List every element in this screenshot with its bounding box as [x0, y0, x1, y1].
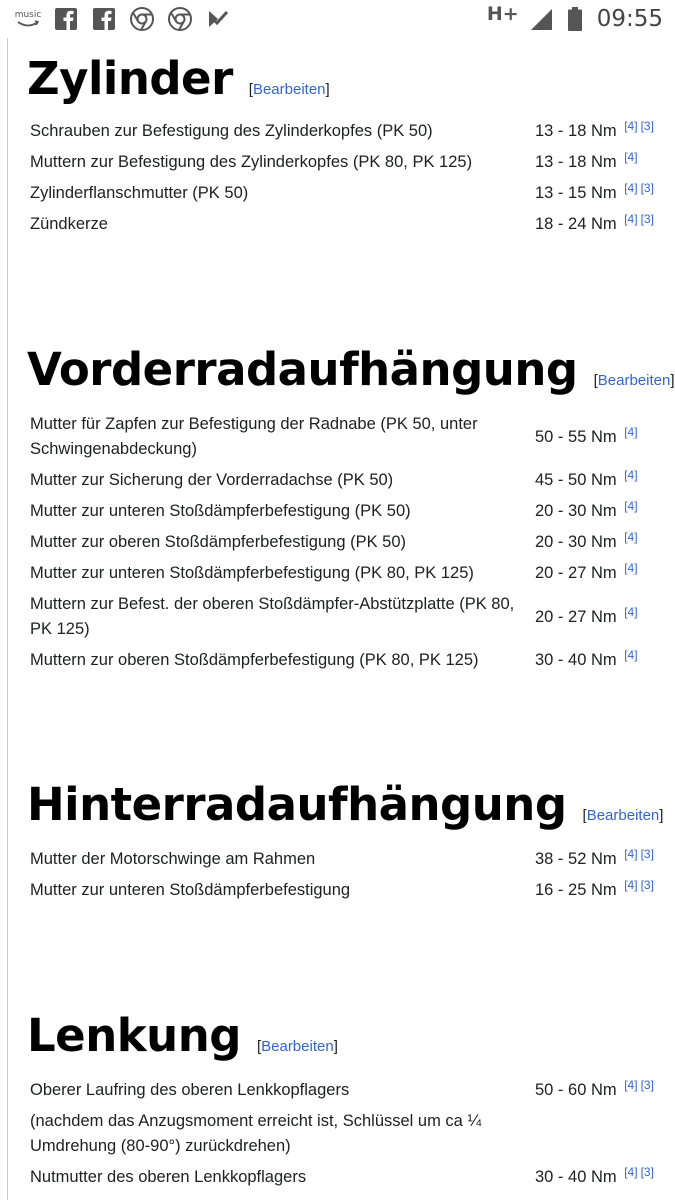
citation-link[interactable]: [3]	[640, 181, 654, 195]
edit-link[interactable]: Bearbeiten	[597, 372, 671, 389]
section-heading-vorderradaufhaengung	[27, 343, 675, 396]
row-label: Muttern zur oberen Stoßdämpferbefestigung (PK 80, PK 125)	[30, 651, 479, 669]
citation-link[interactable]: [4]	[624, 499, 638, 513]
edit-link-wrapper: [Bearbeiten]	[248, 81, 330, 98]
table-row	[24, 496, 664, 527]
section-title: Zylinder	[27, 52, 233, 105]
row-label: Nutmutter des oberen Lenkkopflagers	[30, 1168, 307, 1186]
status-bar	[0, 0, 675, 38]
row-value: 45 - 50 Nm [4]	[535, 468, 638, 489]
table-row	[24, 147, 664, 178]
content-border	[7, 38, 8, 1200]
play-store-check-icon	[206, 7, 230, 31]
table-row	[24, 209, 664, 240]
row-label: (nachdem das Anzugsmoment erreicht ist, Schlüssel um ca ¼ Umdrehung (80-90°) zurückdrehen)	[30, 1112, 482, 1155]
section-title: Lenkung	[27, 1009, 241, 1062]
row-label: Mutter der Motorschwinge am Rahmen	[30, 850, 316, 868]
citation-link[interactable]: [4]	[624, 119, 638, 133]
edit-link-wrapper: [Bearbeiten]	[256, 1038, 338, 1055]
table-row	[24, 844, 664, 875]
row-value: 13 - 18 Nm [4]	[535, 150, 638, 171]
edit-link-wrapper: [Bearbeiten]	[593, 372, 675, 389]
citation-link[interactable]: [3]	[640, 119, 654, 133]
section-heading-lenkung	[27, 1009, 338, 1062]
citation-link[interactable]: [4]	[624, 468, 638, 482]
table-row	[24, 1075, 664, 1106]
amazon-music-icon: music	[16, 7, 40, 31]
clock: 09:55	[596, 6, 663, 32]
row-label: Mutter zur oberen Stoßdämpferbefestigung (PK 50)	[30, 533, 407, 551]
section-title: Hinterradaufhängung	[27, 778, 567, 831]
table-row	[24, 465, 664, 496]
citation-link[interactable]: [4]	[624, 1165, 638, 1179]
row-label: Muttern zur Befestigung des Zylinderkopfes (PK 80, PK 125)	[30, 153, 473, 171]
citation-link[interactable]: [4]	[624, 561, 638, 575]
row-label: Schrauben zur Befestigung des Zylinderkopfes (PK 50)	[30, 122, 433, 140]
row-label: Muttern zur Befest. der oberen Stoßdämpfer-Abstützplatte (PK 80, PK 125)	[30, 595, 515, 638]
citation-link[interactable]: [3]	[640, 1165, 654, 1179]
row-value: 50 - 55 Nm [4]	[535, 424, 638, 446]
row-label: Mutter zur unteren Stoßdämpferbefestigung (PK 50)	[30, 502, 411, 520]
row-value: 20 - 27 Nm [4]	[535, 561, 638, 582]
chrome-icon	[168, 7, 192, 31]
chrome-icon	[130, 7, 154, 31]
row-label: Mutter zur unteren Stoßdämpferbefestigung (PK 80, PK 125)	[30, 564, 474, 582]
row-value: 13 - 18 Nm [4] [3]	[535, 119, 654, 140]
citation-link[interactable]: [4]	[624, 1078, 638, 1092]
row-value: 16 - 25 Nm [4] [3]	[535, 878, 654, 899]
row-value: 30 - 40 Nm [4] [3]	[535, 1165, 654, 1186]
row-label: Zündkerze	[30, 215, 108, 233]
citation-link[interactable]: [4]	[624, 530, 638, 544]
section-title: Vorderradaufhängung	[27, 343, 578, 396]
table-row	[24, 558, 664, 589]
row-value: 38 - 52 Nm [4] [3]	[535, 847, 654, 868]
row-value: 30 - 40 Nm [4]	[535, 648, 638, 669]
row-value	[529, 1106, 664, 1162]
torque-table-hinterradaufhaengung	[24, 844, 664, 906]
row-label: Mutter zur Sicherung der Vorderradachse (PK 50)	[30, 471, 394, 489]
table-row	[24, 1106, 664, 1162]
table-row	[24, 409, 664, 465]
facebook-icon	[54, 7, 78, 31]
table-row	[24, 178, 664, 209]
citation-link[interactable]: [4]	[624, 150, 638, 164]
torque-table-zylinder	[24, 116, 664, 240]
citation-link[interactable]: [3]	[640, 1078, 654, 1092]
edit-link[interactable]: Bearbeiten	[252, 81, 326, 98]
torque-table-vorderradaufhaengung	[24, 409, 664, 676]
battery-icon	[563, 7, 587, 31]
table-row	[24, 645, 664, 676]
citation-link[interactable]: [4]	[624, 878, 638, 892]
citation-link[interactable]: [4]	[624, 181, 638, 195]
row-value: 20 - 30 Nm [4]	[535, 530, 638, 551]
citation-link[interactable]: [3]	[640, 212, 654, 226]
torque-table-lenkung	[24, 1075, 664, 1193]
citation-link[interactable]: [4]	[624, 212, 638, 226]
edit-link[interactable]: Bearbeiten	[586, 807, 660, 824]
signal-icon	[529, 7, 553, 31]
citation-link[interactable]: [4]	[624, 424, 638, 439]
citation-link[interactable]: [4]	[624, 648, 638, 662]
row-value: 20 - 27 Nm [4]	[535, 604, 638, 626]
citation-link[interactable]: [4]	[624, 847, 638, 861]
row-value: 13 - 15 Nm [4] [3]	[535, 181, 654, 202]
network-type-indicator: H+	[486, 3, 519, 25]
citation-link[interactable]: [4]	[624, 604, 638, 619]
facebook-icon	[92, 7, 116, 31]
edit-link-wrapper: [Bearbeiten]	[582, 807, 664, 824]
row-label: Mutter zur unteren Stoßdämpferbefestigung	[30, 881, 351, 899]
citation-link[interactable]: [3]	[640, 878, 654, 892]
section-heading-hinterradaufhaengung	[27, 778, 663, 831]
table-row	[24, 875, 664, 906]
row-label: Mutter für Zapfen zur Befestigung der Radnabe (PK 50, unter Schwingenabdeckung)	[30, 415, 478, 458]
row-label: Zylinderflanschmutter (PK 50)	[30, 184, 249, 202]
table-row	[24, 1162, 664, 1193]
row-value: 18 - 24 Nm [4] [3]	[535, 212, 654, 233]
table-row	[24, 589, 664, 645]
citation-link[interactable]: [3]	[640, 847, 654, 861]
row-value: 20 - 30 Nm [4]	[535, 499, 638, 520]
row-value: 50 - 60 Nm [4] [3]	[535, 1078, 654, 1099]
section-heading-zylinder	[27, 52, 330, 105]
edit-link[interactable]: Bearbeiten	[261, 1038, 334, 1055]
table-row	[24, 116, 664, 147]
table-row	[24, 527, 664, 558]
row-label: Oberer Laufring des oberen Lenkkopflagers	[30, 1081, 350, 1099]
